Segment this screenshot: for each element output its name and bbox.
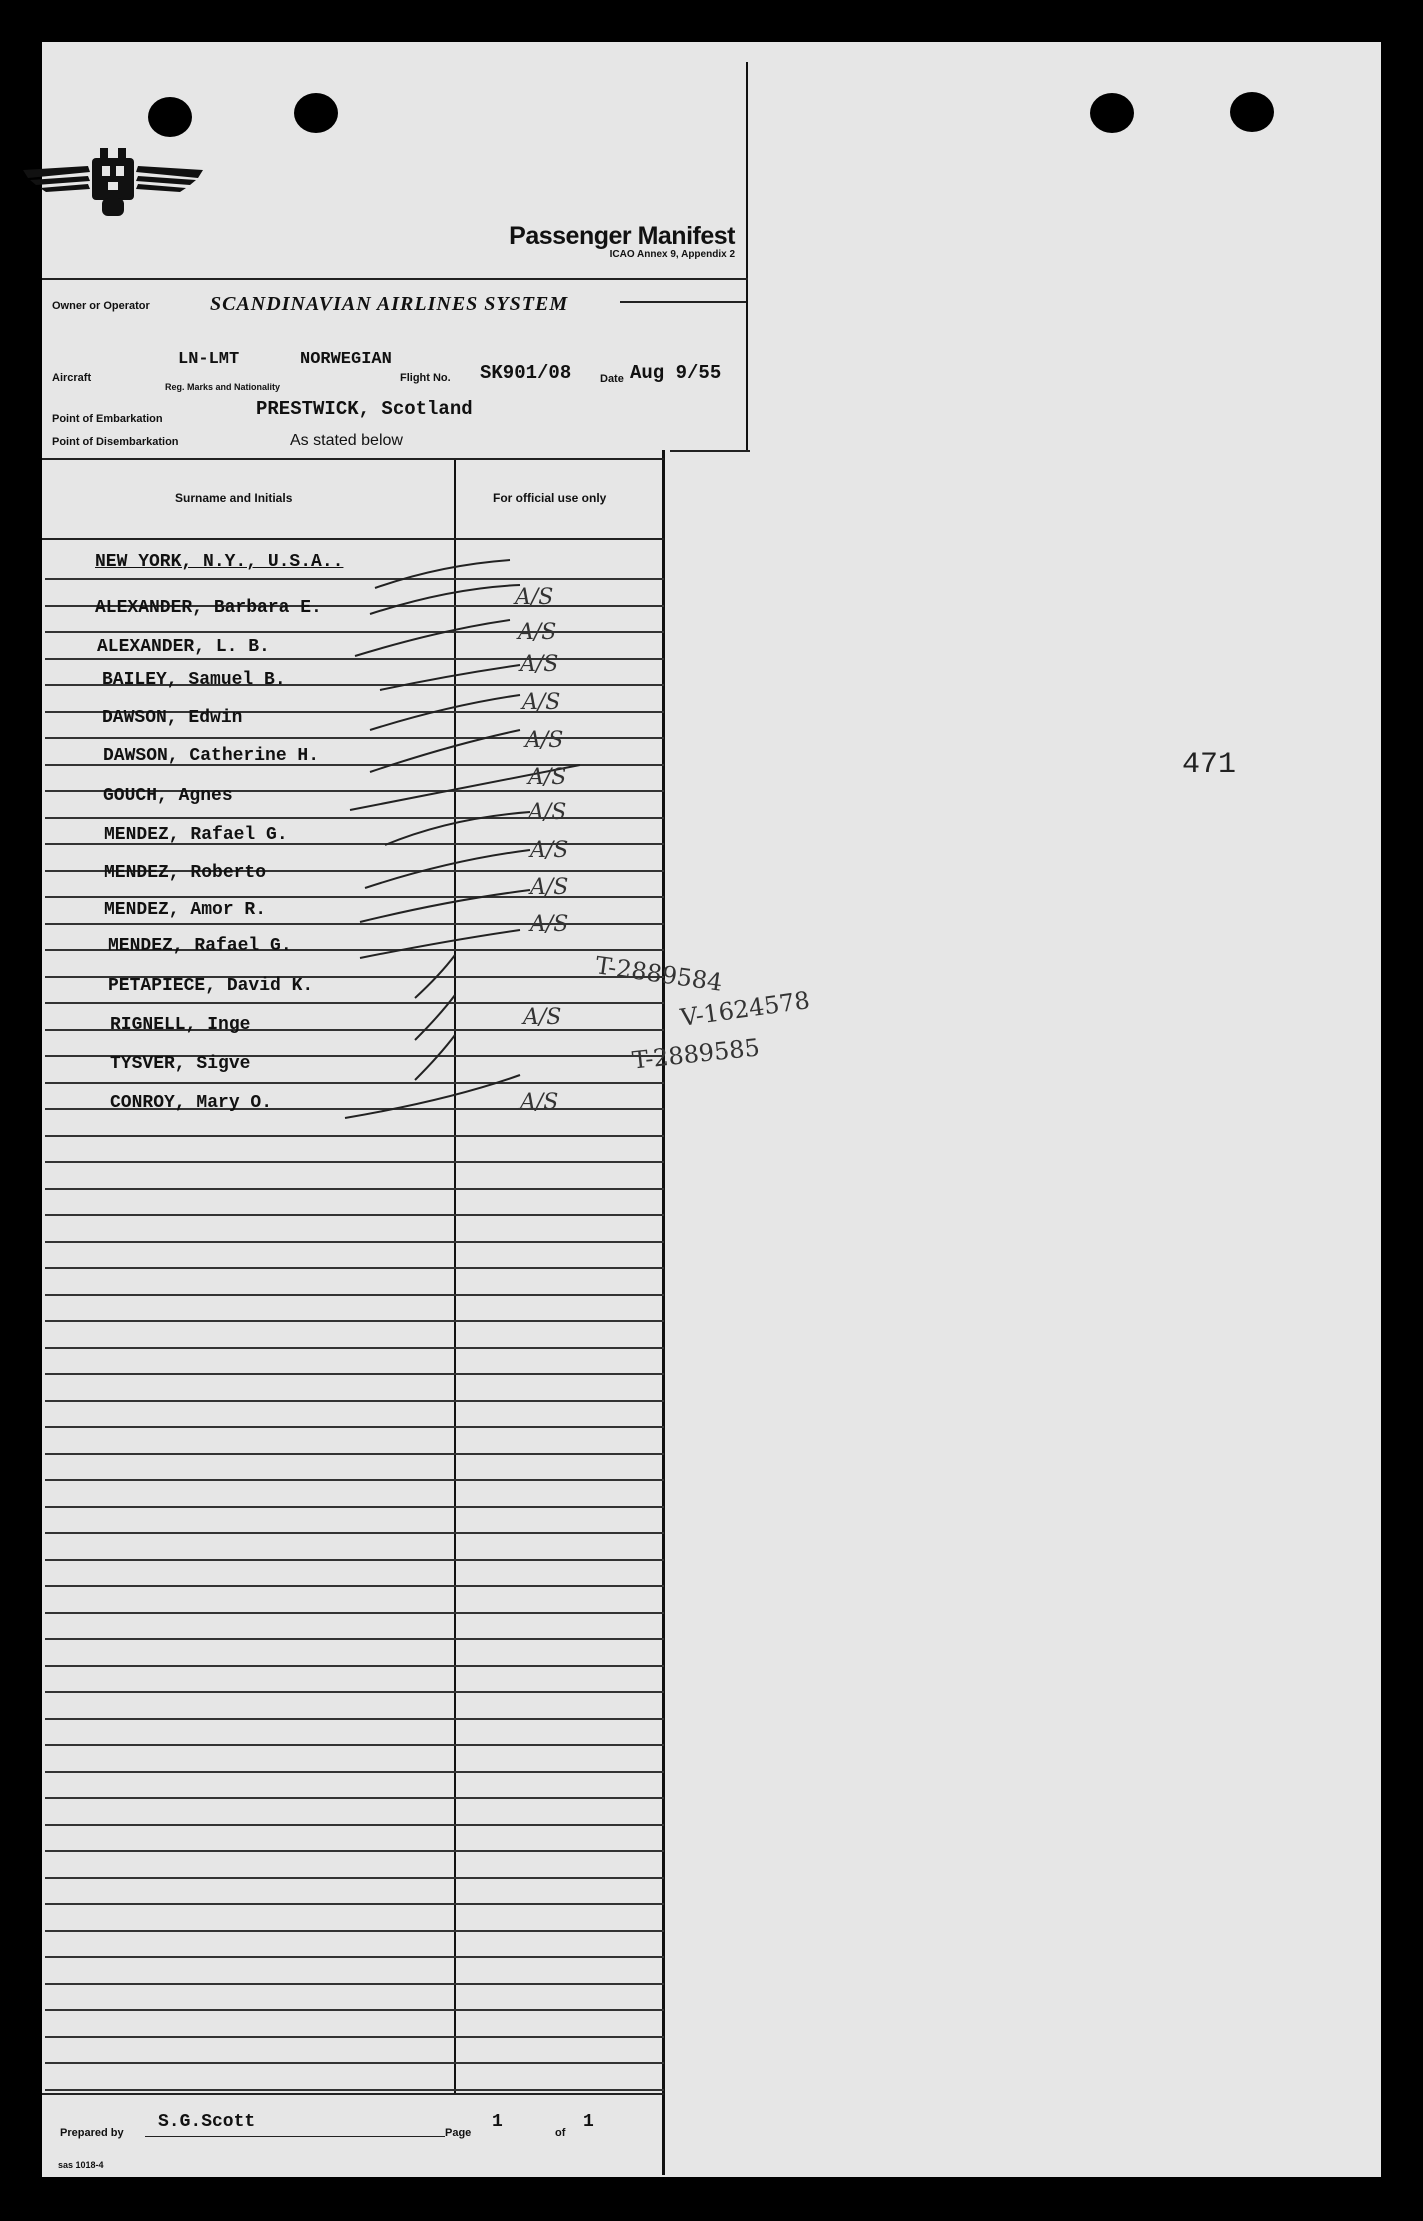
disembarkation-label: Point of Disembarkation — [52, 436, 179, 448]
page-value: 1 — [492, 2112, 503, 2132]
passenger-name: TYSVER, Sigve — [110, 1054, 251, 1074]
flight-no-value: SK901/08 — [480, 362, 572, 384]
passenger-name: GOUCH, Agnes — [103, 786, 233, 806]
official-initials-mark: A/S — [528, 765, 567, 790]
page-total: 1 — [583, 2112, 594, 2132]
embarkation-label: Point of Embarkation — [52, 413, 163, 425]
official-initials-mark: A/S — [530, 838, 569, 863]
aircraft-label: Aircraft — [52, 372, 92, 384]
official-initials-mark: A/S — [523, 1005, 562, 1030]
prepared-by-label: Prepared by — [60, 2127, 124, 2139]
check-stroke — [360, 890, 530, 922]
check-stroke — [360, 930, 520, 958]
passenger-name: CONROY, Mary O. — [110, 1093, 273, 1113]
passenger-name: ALEXANDER, Barbara E. — [95, 598, 322, 618]
check-stroke — [365, 850, 530, 888]
check-stroke — [355, 620, 510, 656]
check-stroke — [385, 812, 530, 845]
passenger-name: ALEXANDER, L. B. — [97, 637, 270, 657]
official-initials-mark: A/S — [528, 800, 567, 825]
passenger-name: RIGNELL, Inge — [110, 1015, 251, 1035]
check-stroke — [370, 585, 520, 614]
form-title-text: Passenger Manifest — [509, 222, 735, 250]
form-reference: ICAO Annex 9, Appendix 2 — [609, 249, 735, 260]
official-use-column-header: For official use only — [493, 491, 607, 505]
of-label: of — [555, 2127, 566, 2139]
date-label: Date — [600, 373, 624, 385]
official-initials-mark: A/S — [525, 728, 564, 753]
nationality: NORWEGIAN — [300, 350, 392, 369]
official-initials-mark: A/S — [520, 652, 559, 677]
embarkation-value: PRESTWICK, Scotland — [256, 398, 473, 420]
check-stroke — [345, 1075, 520, 1118]
registration-marks: LN-LMT — [178, 350, 240, 369]
ticket-note-2: T-2889585 — [630, 1033, 762, 1075]
passenger-name: MENDEZ, Amor R. — [104, 900, 267, 920]
official-initials-mark: A/S — [530, 875, 569, 900]
check-stroke — [415, 955, 455, 998]
visa-note: V-1624578 — [678, 986, 812, 1032]
passenger-name: DAWSON, Edwin — [102, 708, 243, 728]
check-stroke — [375, 560, 510, 588]
check-stroke — [415, 1035, 455, 1080]
check-stroke — [380, 665, 520, 690]
disembarkation-value: As stated below — [290, 432, 403, 449]
passenger-name: PETAPIECE, David K. — [108, 976, 314, 996]
stamped-page-number: 471 — [1182, 748, 1237, 782]
passenger-name: MENDEZ, Rafael G. — [108, 936, 292, 956]
official-initials-mark: A/S — [530, 912, 569, 937]
reg-marks-caption: Reg. Marks and Nationality — [165, 382, 281, 392]
date-value: Aug 9/55 — [630, 362, 722, 384]
passenger-name: DAWSON, Catherine H. — [103, 746, 320, 766]
check-stroke — [415, 995, 455, 1040]
operator-value: SCANDINAVIAN AIRLINES SYSTEM — [210, 293, 569, 315]
passenger-name: BAILEY, Samuel B. — [102, 670, 286, 690]
surname-column-header: Surname and Initials — [175, 491, 293, 505]
check-stroke — [370, 695, 520, 730]
passenger-name: MENDEZ, Roberto — [104, 863, 267, 883]
official-initials-mark: A/S — [518, 620, 557, 645]
official-initials-mark: A/S — [520, 1090, 559, 1115]
operator-label: Owner or Operator — [52, 300, 150, 312]
prepared-by-underline — [145, 2136, 445, 2137]
form-number: sas 1018-4 — [58, 2160, 104, 2170]
official-initials-mark: A/S — [522, 690, 561, 715]
destination-heading: NEW YORK, N.Y., U.S.A.. — [95, 552, 344, 572]
official-initials-mark: A/S — [515, 585, 554, 610]
check-stroke — [370, 730, 520, 772]
page-label: Page — [445, 2127, 472, 2139]
ticket-note-1: T-2889584 — [593, 951, 725, 997]
flight-no-label: Flight No. — [400, 372, 451, 384]
prepared-by-value: S.G.Scott — [158, 2112, 256, 2132]
passenger-name: MENDEZ, Rafael G. — [104, 825, 288, 845]
